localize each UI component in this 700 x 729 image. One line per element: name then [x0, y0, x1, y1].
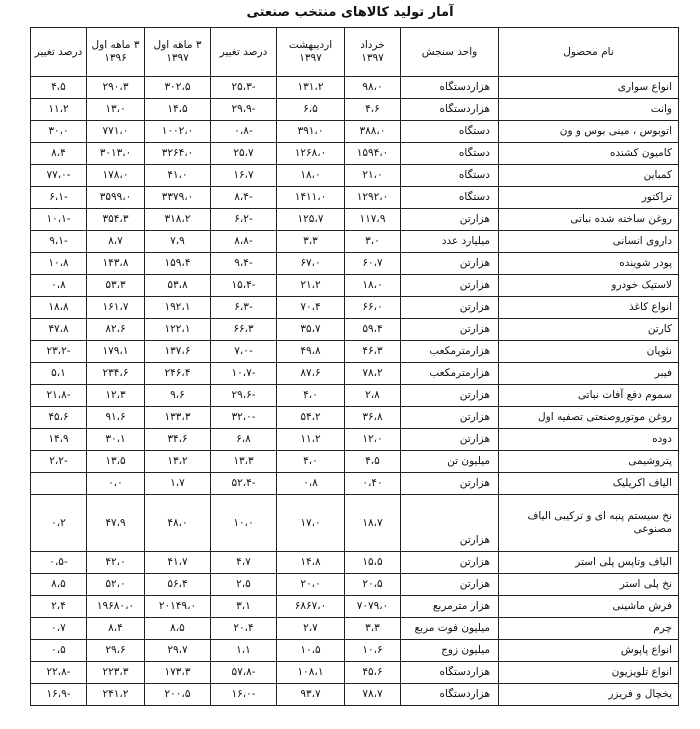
- cell-change1: ۱۰،۰: [211, 495, 277, 552]
- cell-unit: هزاردستگاه: [401, 99, 499, 121]
- table-row: [31, 473, 679, 495]
- cell-unit: هزارتن: [401, 473, 499, 495]
- cell-q1396: ۸۲،۶: [87, 319, 145, 341]
- table-row: [31, 121, 679, 143]
- table-row: [31, 99, 679, 121]
- cell-q1397: ۴۱،۷: [145, 552, 211, 574]
- cell-change2: ۴۷،۸: [31, 319, 87, 341]
- cell-q1396: ۱۹۶۸۰،۰: [87, 596, 145, 618]
- cell-ordibehesht: ۰،۸: [277, 473, 345, 495]
- cell-product: الیاف اکریلیک: [499, 473, 679, 495]
- table-row: [31, 618, 679, 640]
- cell-q1396: ۷۷۱،۰: [87, 121, 145, 143]
- cell-change1: -۱۶،۰: [211, 684, 277, 706]
- cell-khordad: ۳۶،۸: [345, 407, 401, 429]
- cell-q1397: ۱۷۳،۳: [145, 662, 211, 684]
- cell-change2: -۷۷،۰: [31, 165, 87, 187]
- cell-khordad: ۳،۳: [345, 618, 401, 640]
- cell-q1396: ۱۳،۰: [87, 99, 145, 121]
- cell-change2: ۳۰،۰: [31, 121, 87, 143]
- cell-q1396: ۲۴۱،۲: [87, 684, 145, 706]
- header-ordibehesht: [277, 28, 345, 77]
- cell-khordad: ۶۰،۷: [345, 253, 401, 275]
- cell-change1: -۳۲،۰: [211, 407, 277, 429]
- cell-product: تراکتور: [499, 187, 679, 209]
- cell-product: روغن موتوروصنعتی تصفیه اول: [499, 407, 679, 429]
- cell-ordibehesht: ۲،۷: [277, 618, 345, 640]
- cell-q1396: ۱۶۱،۷: [87, 297, 145, 319]
- cell-ordibehesht: ۱۰،۵: [277, 640, 345, 662]
- cell-change2: [31, 473, 87, 495]
- cell-ordibehesht: ۶۸۶۷،۰: [277, 596, 345, 618]
- cell-q1397: ۵۶،۴: [145, 574, 211, 596]
- cell-change1: -۹،۴: [211, 253, 277, 275]
- cell-ordibehesht: ۴،۰: [277, 451, 345, 473]
- cell-ordibehesht: ۴،۰: [277, 385, 345, 407]
- cell-change1: ۲،۵: [211, 574, 277, 596]
- cell-khordad: ۱۸،۷: [345, 495, 401, 552]
- cell-change2: -۲۳،۲: [31, 341, 87, 363]
- cell-ordibehesht: ۹۳،۷: [277, 684, 345, 706]
- cell-change2: ۰،۷: [31, 618, 87, 640]
- cell-product: کامیون کشنده: [499, 143, 679, 165]
- cell-change2: -۶،۱: [31, 187, 87, 209]
- cell-product: پتروشیمی: [499, 451, 679, 473]
- cell-q1396: ۴۷،۹: [87, 495, 145, 552]
- cell-ordibehesht: ۱۰۸،۱: [277, 662, 345, 684]
- cell-product: انواع کاغذ: [499, 297, 679, 319]
- header-ordibehesht-month: اردیبهشت: [288, 39, 333, 51]
- cell-khordad: ۳۸۸،۰: [345, 121, 401, 143]
- cell-q1396: ۱۳،۵: [87, 451, 145, 473]
- cell-q1396: ۱۲،۳: [87, 385, 145, 407]
- cell-product: انواع سواری: [499, 77, 679, 99]
- header-q1397-period: ۳ ماهه اول: [153, 39, 202, 51]
- table-row: [31, 363, 679, 385]
- cell-unit: هزارتن: [401, 209, 499, 231]
- cell-unit: هزارمترمکعب: [401, 341, 499, 363]
- table-row: [31, 385, 679, 407]
- cell-khordad: ۳،۰: [345, 231, 401, 253]
- cell-khordad: ۷۰۷۹،۰: [345, 596, 401, 618]
- cell-ordibehesht: ۱۴۱۱،۰: [277, 187, 345, 209]
- cell-change1: -۵۲،۴: [211, 473, 277, 495]
- cell-q1396: ۲۹۰،۳: [87, 77, 145, 99]
- cell-product: فرش ماشینی: [499, 596, 679, 618]
- table-row: [31, 297, 679, 319]
- cell-q1396: ۱۴۳،۸: [87, 253, 145, 275]
- table-row: [31, 341, 679, 363]
- cell-unit: دستگاه: [401, 143, 499, 165]
- cell-q1396: ۰،۰: [87, 473, 145, 495]
- cell-unit: هزارتن: [401, 385, 499, 407]
- table-row: [31, 231, 679, 253]
- cell-q1396: ۲۳۴،۶: [87, 363, 145, 385]
- cell-q1397: ۵۳،۸: [145, 275, 211, 297]
- header-q1396-period: ۳ ماهه اول: [91, 39, 140, 51]
- cell-unit: هزارتن: [401, 552, 499, 574]
- cell-ordibehesht: ۱۲۶۸،۰: [277, 143, 345, 165]
- cell-q1396: ۲۲۳،۳: [87, 662, 145, 684]
- cell-change2: ۰،۵: [31, 640, 87, 662]
- cell-change1: ۲۵،۷: [211, 143, 277, 165]
- cell-q1397: ۷،۹: [145, 231, 211, 253]
- cell-product: نخ پلی استر: [499, 574, 679, 596]
- cell-change1: -۶،۲: [211, 209, 277, 231]
- header-change-monthly: درصد تغییر: [211, 28, 277, 77]
- header-khordad-year: ۱۳۹۷: [361, 52, 384, 64]
- cell-q1397: ۲۰۱۴۹،۰: [145, 596, 211, 618]
- cell-unit: هزارتن: [401, 429, 499, 451]
- cell-change2: ۰،۸: [31, 275, 87, 297]
- cell-q1397: ۸،۵: [145, 618, 211, 640]
- cell-khordad: ۷۸،۷: [345, 684, 401, 706]
- cell-ordibehesht: ۶۷،۰: [277, 253, 345, 275]
- cell-change2: ۲،۴: [31, 596, 87, 618]
- cell-ordibehesht: ۳،۳: [277, 231, 345, 253]
- cell-khordad: ۰،۴۰: [345, 473, 401, 495]
- cell-change2: ۱۰،۸: [31, 253, 87, 275]
- cell-product: کمباین: [499, 165, 679, 187]
- cell-unit: هزارتن: [401, 407, 499, 429]
- cell-change2: ۴۵،۶: [31, 407, 87, 429]
- cell-q1396: ۸،۴: [87, 618, 145, 640]
- table-row: [31, 77, 679, 99]
- cell-q1397: ۱۳۷،۶: [145, 341, 211, 363]
- header-khordad-month: خرداد: [360, 39, 385, 51]
- cell-unit: میلیون تن: [401, 451, 499, 473]
- cell-unit: دستگاه: [401, 187, 499, 209]
- header-q1397-year: ۱۳۹۷: [166, 52, 189, 64]
- cell-product: یخچال و فریزر: [499, 684, 679, 706]
- table-body: [31, 77, 679, 706]
- cell-change2: -۰،۵: [31, 552, 87, 574]
- cell-khordad: ۱۱۷،۹: [345, 209, 401, 231]
- cell-q1397: ۳۰۲،۵: [145, 77, 211, 99]
- cell-q1397: ۱۹۲،۱: [145, 297, 211, 319]
- header-unit: واحد سنجش: [401, 28, 499, 77]
- cell-change2: ۱۸،۸: [31, 297, 87, 319]
- cell-khordad: ۲۰،۵: [345, 574, 401, 596]
- cell-q1396: ۳۵۹۹،۰: [87, 187, 145, 209]
- table-row: [31, 495, 679, 552]
- cell-change1: ۳،۱: [211, 596, 277, 618]
- cell-change2: ۵،۱: [31, 363, 87, 385]
- cell-change1: ۲۰،۴: [211, 618, 277, 640]
- cell-ordibehesht: ۱۱،۲: [277, 429, 345, 451]
- cell-product: پودر شوینده: [499, 253, 679, 275]
- cell-change2: ۴،۵: [31, 77, 87, 99]
- cell-ordibehesht: ۶،۵: [277, 99, 345, 121]
- table-row: [31, 143, 679, 165]
- table-row: [31, 319, 679, 341]
- cell-unit: هزارتن: [401, 574, 499, 596]
- cell-product: روغن ساخته شده نباتی: [499, 209, 679, 231]
- table-row: [31, 209, 679, 231]
- cell-unit: میلیون زوج: [401, 640, 499, 662]
- cell-ordibehesht: ۳۵،۷: [277, 319, 345, 341]
- cell-khordad: ۱۵۹۴،۰: [345, 143, 401, 165]
- cell-change2: -۱۰،۱: [31, 209, 87, 231]
- cell-change2: -۱۶،۹: [31, 684, 87, 706]
- cell-change1: ۱۶،۷: [211, 165, 277, 187]
- cell-change1: ۶،۸: [211, 429, 277, 451]
- header-q1397: [145, 28, 211, 77]
- cell-khordad: ۵۹،۴: [345, 319, 401, 341]
- cell-change1: ۱،۱: [211, 640, 277, 662]
- cell-khordad: ۱۸،۰: [345, 275, 401, 297]
- cell-change2: ۸،۵: [31, 574, 87, 596]
- cell-product: وانت: [499, 99, 679, 121]
- cell-ordibehesht: ۱۲۵،۷: [277, 209, 345, 231]
- cell-change2: ۱۴،۹: [31, 429, 87, 451]
- production-table: [30, 27, 679, 706]
- cell-khordad: ۴،۶: [345, 99, 401, 121]
- cell-unit: هزاردستگاه: [401, 77, 499, 99]
- table-row: [31, 684, 679, 706]
- cell-q1397: ۱۵۹،۴: [145, 253, 211, 275]
- cell-khordad: ۱۲،۰: [345, 429, 401, 451]
- cell-q1396: ۹۱،۶: [87, 407, 145, 429]
- cell-khordad: ۴،۵: [345, 451, 401, 473]
- cell-change1: ۴،۷: [211, 552, 277, 574]
- cell-change2: -۲،۲: [31, 451, 87, 473]
- cell-unit: هزارتن: [401, 253, 499, 275]
- page-title: آمار تولید کالاهای منتخب صنعتی: [246, 5, 454, 20]
- cell-q1397: ۱۰۰۲،۰: [145, 121, 211, 143]
- cell-change1: ۱۳،۳: [211, 451, 277, 473]
- cell-product: انواع پاپوش: [499, 640, 679, 662]
- cell-q1397: ۳۲۶۴،۰: [145, 143, 211, 165]
- cell-product: لاستیک خودرو: [499, 275, 679, 297]
- header-change-quarterly: درصد تغییر: [31, 28, 87, 77]
- cell-ordibehesht: ۳۹۱،۰: [277, 121, 345, 143]
- table-row: [31, 187, 679, 209]
- cell-unit: هزارمترمکعب: [401, 363, 499, 385]
- cell-q1397: ۱،۷: [145, 473, 211, 495]
- cell-change1: -۲۹،۶: [211, 385, 277, 407]
- header-q1396: [87, 28, 145, 77]
- cell-ordibehesht: ۷۰،۴: [277, 297, 345, 319]
- cell-unit: دستگاه: [401, 121, 499, 143]
- cell-product: انواع تلویزیون: [499, 662, 679, 684]
- cell-product: داروی انسانی: [499, 231, 679, 253]
- cell-q1396: ۱۷۸،۰: [87, 165, 145, 187]
- cell-q1396: ۸،۷: [87, 231, 145, 253]
- cell-change1: -۸،۸: [211, 231, 277, 253]
- cell-product: نئوپان: [499, 341, 679, 363]
- cell-q1396: ۱۷۹،۱: [87, 341, 145, 363]
- cell-change1: ۶۶،۳: [211, 319, 277, 341]
- cell-q1397: ۹،۶: [145, 385, 211, 407]
- cell-unit: هزار مترمربع: [401, 596, 499, 618]
- cell-q1397: ۱۳۳،۳: [145, 407, 211, 429]
- cell-q1397: ۱۳،۲: [145, 451, 211, 473]
- cell-product: چرم: [499, 618, 679, 640]
- cell-q1397: ۴۸،۰: [145, 495, 211, 552]
- cell-change1: -۰،۸: [211, 121, 277, 143]
- cell-product: فیبر: [499, 363, 679, 385]
- cell-q1397: ۲۹،۷: [145, 640, 211, 662]
- cell-q1396: ۲۹،۶: [87, 640, 145, 662]
- cell-product: دوده: [499, 429, 679, 451]
- cell-change2: ۰،۲: [31, 495, 87, 552]
- cell-ordibehesht: ۱۸،۰: [277, 165, 345, 187]
- cell-khordad: ۴۵،۶: [345, 662, 401, 684]
- cell-q1397: ۲۰۰،۵: [145, 684, 211, 706]
- cell-ordibehesht: ۴۹،۸: [277, 341, 345, 363]
- cell-ordibehesht: ۵۴،۲: [277, 407, 345, 429]
- cell-product: کارتن: [499, 319, 679, 341]
- table-row: [31, 574, 679, 596]
- header-q1396-year: ۱۳۹۶: [104, 52, 127, 64]
- cell-q1397: ۲۴۶،۴: [145, 363, 211, 385]
- cell-khordad: ۶۶،۰: [345, 297, 401, 319]
- cell-khordad: ۹۸،۰: [345, 77, 401, 99]
- cell-q1396: ۵۲،۰: [87, 574, 145, 596]
- cell-q1396: ۳۵۴،۳: [87, 209, 145, 231]
- cell-khordad: ۲۱،۰: [345, 165, 401, 187]
- cell-change2: -۲۲،۸: [31, 662, 87, 684]
- cell-unit: هزارتن: [401, 495, 499, 552]
- cell-change2: -۲۱،۸: [31, 385, 87, 407]
- cell-khordad: ۱۰،۶: [345, 640, 401, 662]
- cell-ordibehesht: ۱۷،۰: [277, 495, 345, 552]
- cell-unit: میلیون فوت مربع: [401, 618, 499, 640]
- table-row: [31, 552, 679, 574]
- cell-ordibehesht: ۲۱،۲: [277, 275, 345, 297]
- cell-q1397: ۱۴،۵: [145, 99, 211, 121]
- cell-ordibehesht: ۱۴،۸: [277, 552, 345, 574]
- cell-change2: -۹،۱: [31, 231, 87, 253]
- table-row: [31, 253, 679, 275]
- cell-change1: -۷،۰: [211, 341, 277, 363]
- table-row: [31, 596, 679, 618]
- table-row: [31, 429, 679, 451]
- cell-product: سموم دفع آفات نباتی: [499, 385, 679, 407]
- cell-change1: -۱۰،۷: [211, 363, 277, 385]
- header-khordad: [345, 28, 401, 77]
- cell-q1396: ۳۰۱۳،۰: [87, 143, 145, 165]
- cell-khordad: ۲،۸: [345, 385, 401, 407]
- cell-change2: ۱۱،۲: [31, 99, 87, 121]
- cell-ordibehesht: ۱۳۱،۲: [277, 77, 345, 99]
- table-row: [31, 165, 679, 187]
- cell-product: نخ سیستم پنبه ای و ترکیبی الیاف مصنوعی: [499, 495, 679, 552]
- cell-q1397: ۳۳۷۹،۰: [145, 187, 211, 209]
- cell-unit: دستگاه: [401, 165, 499, 187]
- cell-product: الیاف وتاپس پلی استر: [499, 552, 679, 574]
- cell-khordad: ۴۶،۳: [345, 341, 401, 363]
- cell-unit: میلیارد عدد: [401, 231, 499, 253]
- cell-change1: -۵۷،۸: [211, 662, 277, 684]
- table-row: [31, 451, 679, 473]
- cell-q1397: ۳۱۸،۲: [145, 209, 211, 231]
- cell-q1397: ۴۱،۰: [145, 165, 211, 187]
- header-product: نام محصول: [499, 28, 679, 77]
- cell-q1396: ۳۰،۱: [87, 429, 145, 451]
- cell-unit: هزاردستگاه: [401, 684, 499, 706]
- table-row: [31, 407, 679, 429]
- cell-unit: هزارتن: [401, 275, 499, 297]
- cell-unit: هزارتن: [401, 319, 499, 341]
- cell-ordibehesht: ۲۰،۰: [277, 574, 345, 596]
- cell-change2: ۸،۴: [31, 143, 87, 165]
- cell-q1396: ۴۲،۰: [87, 552, 145, 574]
- header-ordibehesht-year: ۱۳۹۷: [299, 52, 322, 64]
- cell-change1: -۲۵،۳: [211, 77, 277, 99]
- cell-change1: -۱۵،۴: [211, 275, 277, 297]
- cell-q1396: ۵۳،۳: [87, 275, 145, 297]
- cell-unit: هزارتن: [401, 297, 499, 319]
- cell-q1397: ۳۴،۶: [145, 429, 211, 451]
- cell-product: اتوبوس ، مینی بوس و ون: [499, 121, 679, 143]
- cell-change1: -۸،۴: [211, 187, 277, 209]
- table-row: [31, 662, 679, 684]
- cell-khordad: ۷۸،۲: [345, 363, 401, 385]
- cell-change1: -۲۹،۹: [211, 99, 277, 121]
- cell-khordad: ۱۲۹۲،۰: [345, 187, 401, 209]
- table-header-row: [31, 28, 679, 77]
- table-row: [31, 640, 679, 662]
- cell-change1: -۶،۳: [211, 297, 277, 319]
- cell-unit: هزاردستگاه: [401, 662, 499, 684]
- cell-ordibehesht: ۸۷،۶: [277, 363, 345, 385]
- cell-khordad: ۱۵،۵: [345, 552, 401, 574]
- table-row: [31, 275, 679, 297]
- cell-q1397: ۱۲۲،۱: [145, 319, 211, 341]
